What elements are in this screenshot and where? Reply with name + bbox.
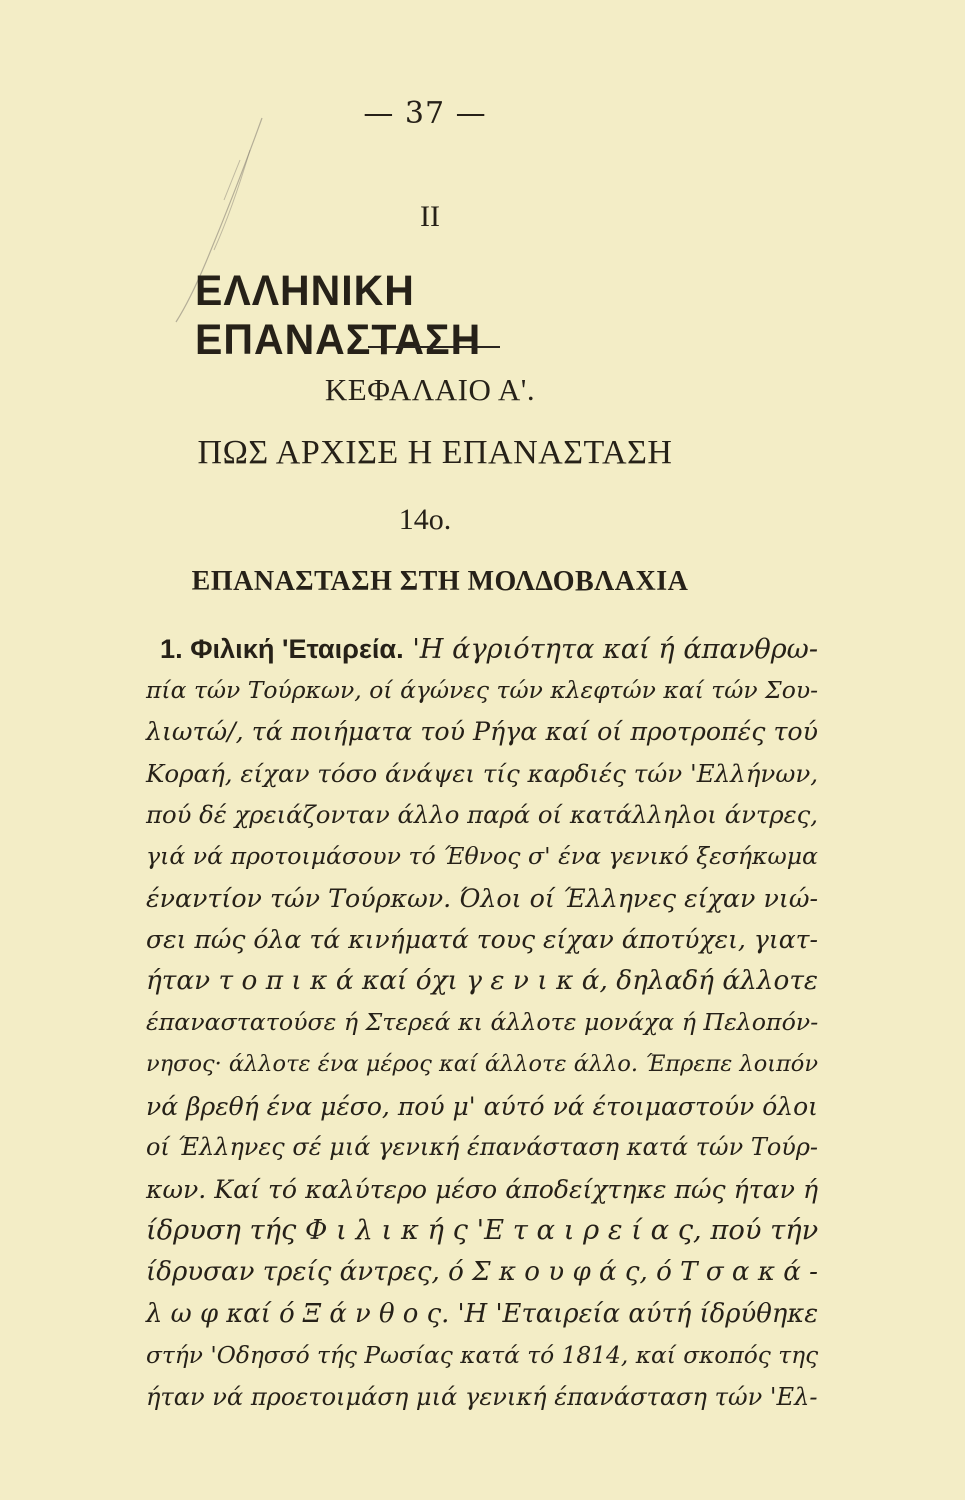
paragraph-line: πία τών Τούρκων, οί άγώνες τών κλεφτών καί τών Σου- bbox=[146, 675, 818, 704]
paragraph-line: σει πώς όλα τά κινήματά τους είχαν άποτύχει, γιατ- bbox=[146, 925, 819, 955]
paragraph-line: ίδρυση τής Φ ι λ ι κ ή ς 'Ε τ α ι ρ ε ί α ς, πού τήν bbox=[146, 1215, 819, 1247]
paragraph-line: έπαναστατούσε ή Στερεά κι άλλοτε μονάχα ή Πελοπόν- bbox=[146, 1008, 819, 1037]
page-number: — 37 — bbox=[363, 96, 487, 131]
main-title: ΕΛΛΗΝΙΚΗ ΕΠΑΝΑΣΤΑΣΗ bbox=[195, 266, 482, 364]
paragraph-line: έναντίον τών Τούρκων. Όλοι οί Έλληνες είχαν νιώ- bbox=[146, 883, 818, 913]
paragraph-line: πού δέ χρειάζονταν άλλο παρά οί κατάλληλοι άντρες, bbox=[146, 800, 818, 830]
paragraph-line: 1. Φιλική 'Εταιρεία. 'Η άγριότητα καί ή άπανθρω- bbox=[160, 633, 818, 665]
title-divider bbox=[368, 346, 500, 348]
paragraph-line: λιωτώ/, τά ποιήματα τού Ρήγα καί οί προτροπές τού bbox=[146, 717, 818, 747]
paragraph-heading: 1. Φιλική 'Εταιρεία. bbox=[160, 633, 404, 664]
paragraph-line: ήταν τ ο π ι κ ά καί όχι γ ε ν ι κ ά, δηλαδή άλλοτε bbox=[146, 965, 818, 996]
paragraph-line: νά βρεθή ένα μέσο, πού μ' αύτό νά έτοιμαστούν όλοι bbox=[146, 1091, 818, 1121]
paragraph-line: ήταν νά προετοιμάση μιά γενική έπανάσταση τών 'Ελ- bbox=[146, 1382, 818, 1411]
paragraph-line: Κοραή, είχαν τόσο άνάψει τίς καρδιές τών 'Ελλήνων, bbox=[146, 758, 819, 788]
body-paragraph bbox=[146, 628, 818, 1418]
chapter-label: ΚΕΦΑΛΑΙΟ Α'. bbox=[324, 372, 536, 407]
paragraph-line: νησος· άλλοτε ένα μέρος καί άλλοτε άλλο. Έπρεπε λοιπόν bbox=[146, 1050, 818, 1077]
section-number: 14ο. bbox=[398, 503, 452, 536]
paragraph-line: γιά νά προτοιμάσουν τό Έθνος σ' ένα γενικό ξεσήκωμα bbox=[146, 841, 818, 870]
section-title: ΕΠΑΝΑΣΤΑΣΗ ΣΤΗ ΜΟΛΔΟΒΛΑΧΙΑ bbox=[191, 566, 689, 597]
paragraph-line: ίδρυσαν τρείς άντρες, ό Σ κ ο υ φ ά ς, ό Τ σ α κ ά - bbox=[146, 1256, 818, 1287]
part-numeral: ΙΙ bbox=[420, 200, 440, 233]
paragraph-line: στήν 'Οδησσό τής Ρωσίας κατά τό 1814, καί σκοπός της bbox=[146, 1342, 819, 1370]
paragraph-line: λ ω φ καί ό Ξ ά ν θ ο ς. 'Η 'Εταιρεία αύτή ίδρύθηκε bbox=[146, 1298, 819, 1329]
paragraph-line: οί Έλληνες σέ μιά γενική έπανάσταση κατά τών Τούρ- bbox=[146, 1133, 818, 1162]
chapter-title: ΠΩΣ ΑΡΧΙΣΕ Η ΕΠΑΝΑΣΤΑΣΗ bbox=[197, 434, 673, 471]
paragraph-line: κων. Καί τό καλύτερο μέσο άποδείχτηκε πώς ήταν ή bbox=[146, 1174, 818, 1204]
